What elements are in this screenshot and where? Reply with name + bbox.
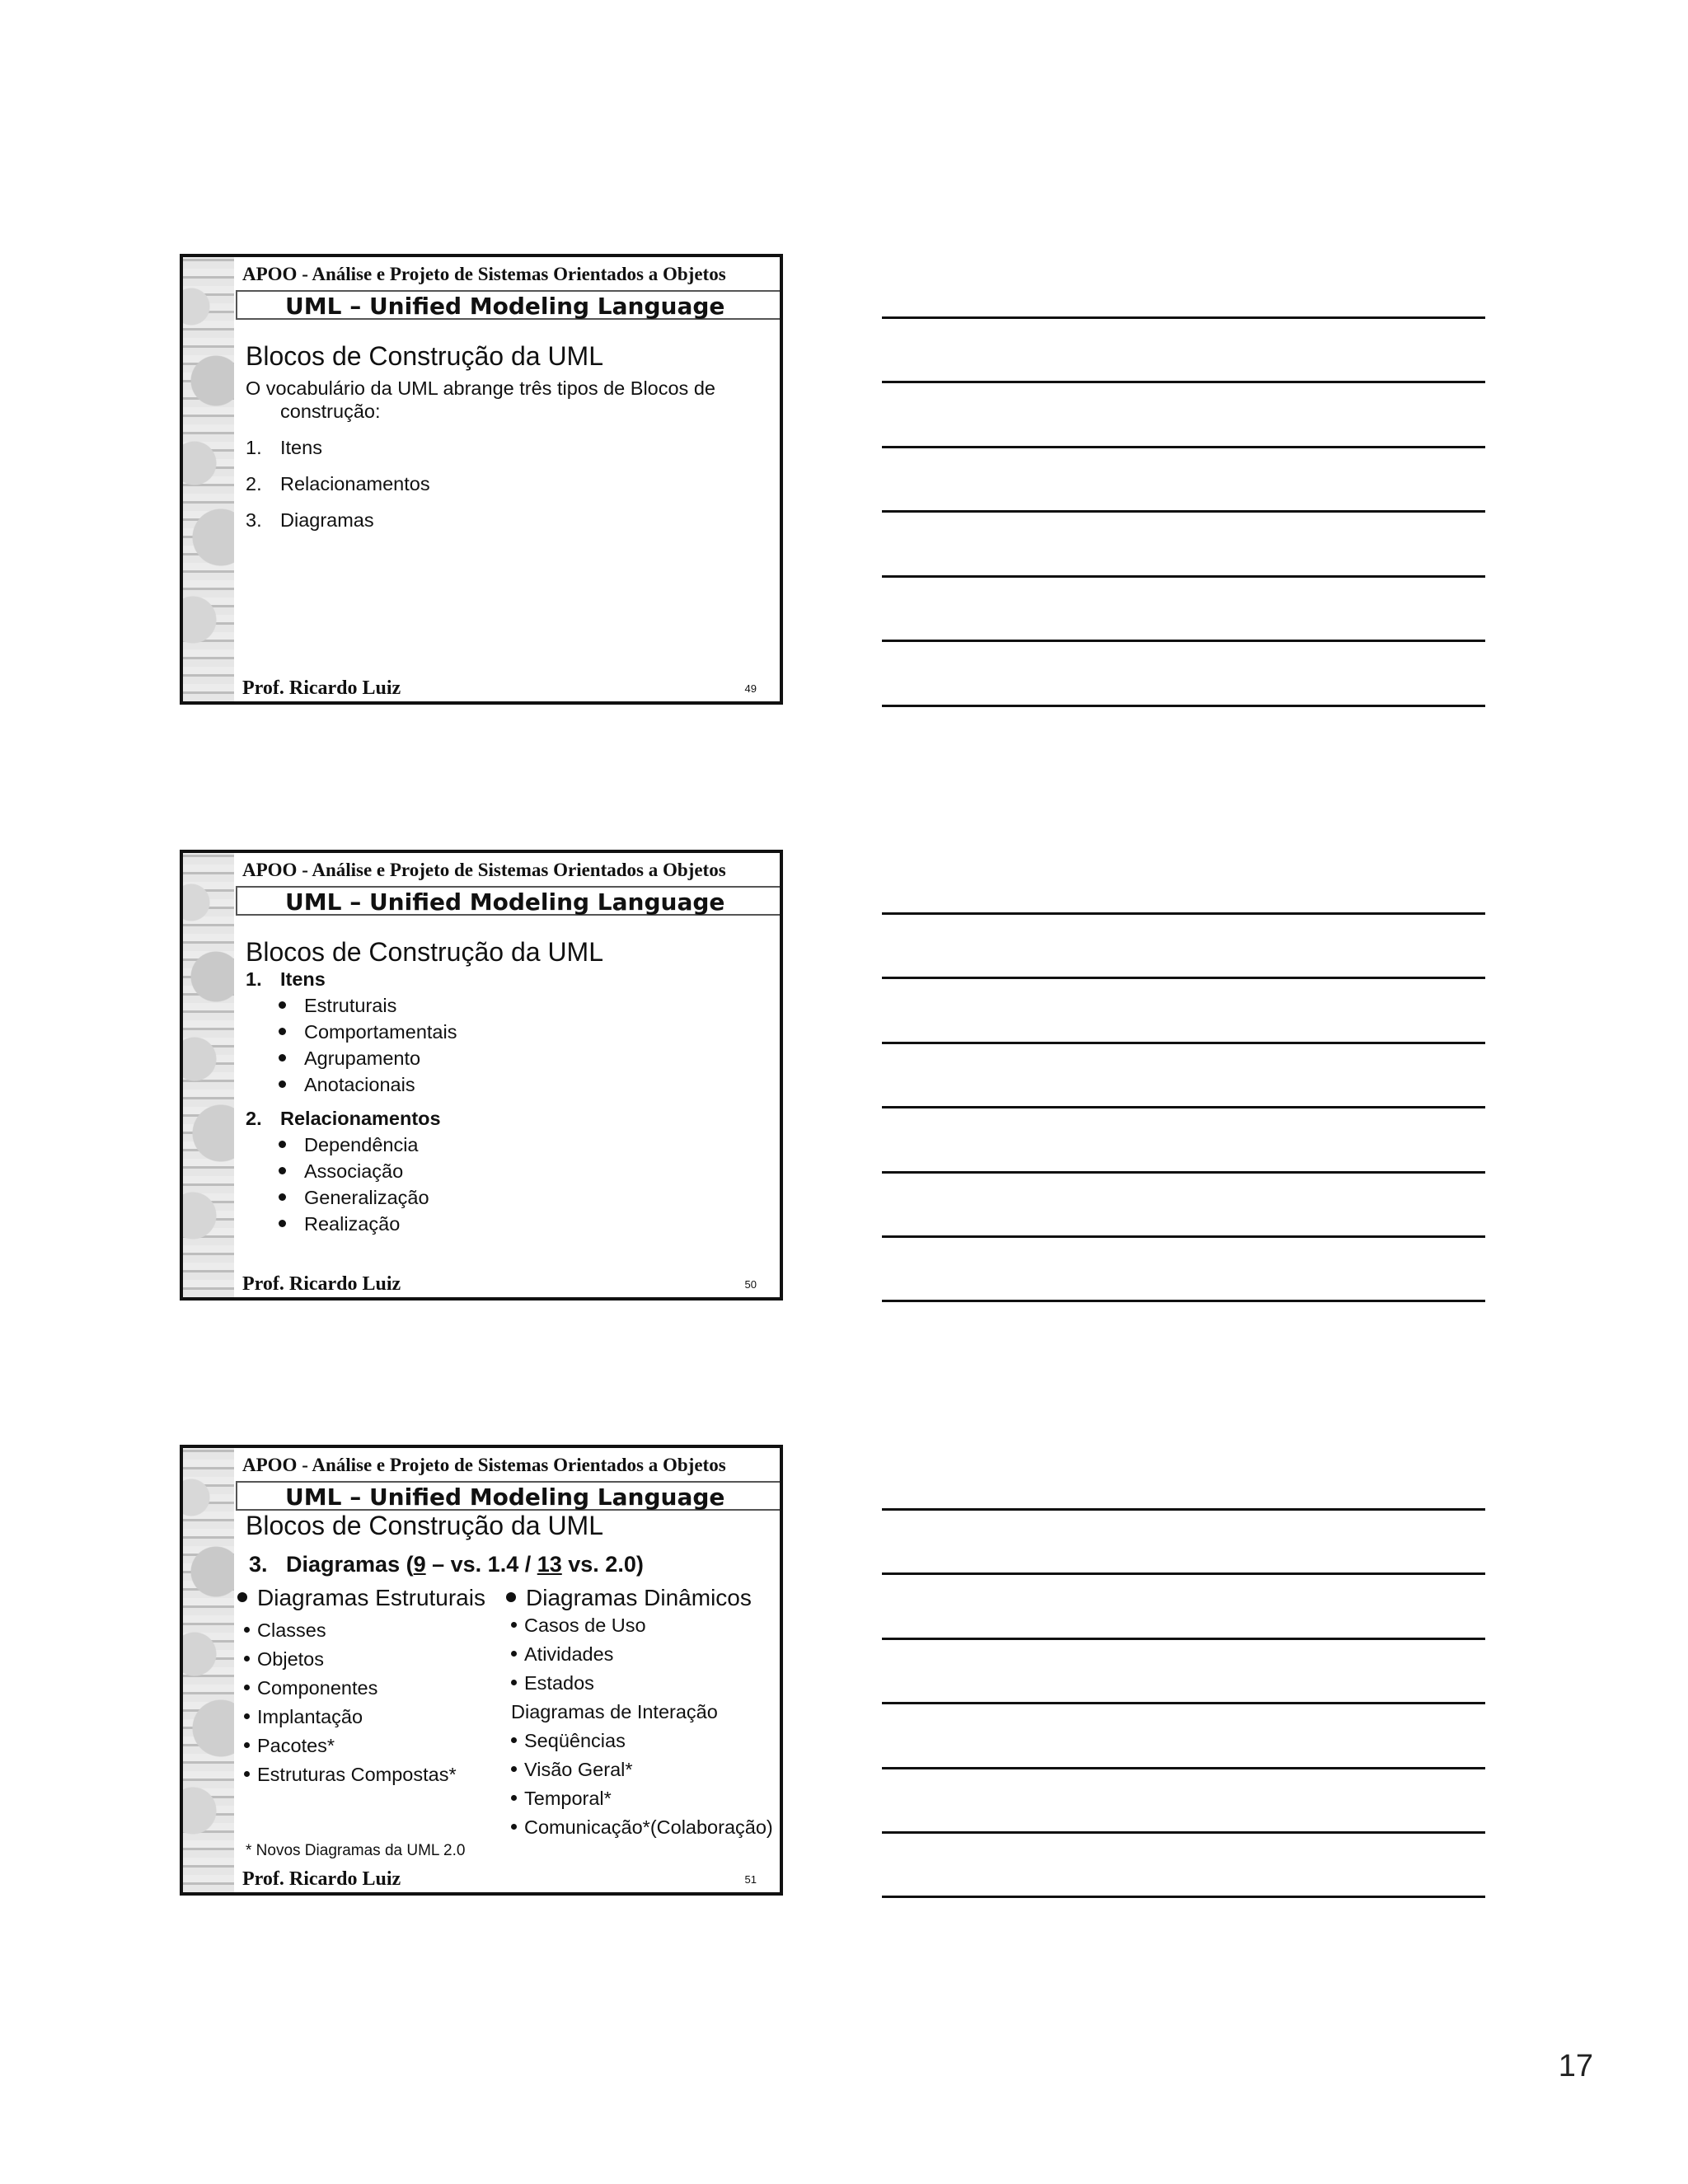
banner-bar <box>236 1481 780 1511</box>
note-line <box>882 1171 1485 1174</box>
bullet-icon <box>237 1592 247 1602</box>
dynamic-title: Diagramas Dinâmicos <box>506 1585 752 1611</box>
structural-title: Diagramas Estruturais <box>237 1585 485 1611</box>
bullet-item: Agrupamento <box>279 1047 420 1070</box>
structural-item: Objetos <box>244 1648 324 1671</box>
slide-number: 49 <box>744 682 757 695</box>
banner-title: UML – Unified Modeling Language <box>285 888 725 916</box>
group-heading <box>246 968 326 991</box>
interaction-item: Seqüências <box>511 1730 626 1752</box>
group-label: Itens <box>280 968 326 990</box>
bullet-icon <box>244 1771 250 1777</box>
slide-49 <box>180 254 783 705</box>
item-number: 1. <box>246 437 262 458</box>
note-line <box>882 510 1485 513</box>
slide-number: 50 <box>744 1278 757 1291</box>
bullet-icon <box>244 1627 250 1633</box>
list-item <box>246 509 374 532</box>
note-line <box>882 1638 1485 1640</box>
course-header: APOO - Análise e Projeto de Sistemas Orientados a Objetos <box>242 860 726 880</box>
note-line <box>882 1508 1485 1511</box>
note-line <box>882 1702 1485 1704</box>
bullet-icon <box>279 1028 286 1035</box>
author-footer: Prof. Ricardo Luiz <box>242 677 401 699</box>
page-number: 17 <box>1558 2049 1593 2083</box>
note-line <box>882 1767 1485 1769</box>
slide-title: Blocos de Construção da UML <box>246 341 603 371</box>
bullet-icon <box>244 1656 250 1661</box>
note-line <box>882 1300 1485 1302</box>
bullet-icon <box>279 1001 286 1009</box>
bullet-icon <box>279 1054 286 1062</box>
bullet-item: Dependência <box>279 1134 419 1156</box>
bullet-icon <box>279 1193 286 1201</box>
item-number: 3. <box>246 509 262 531</box>
bullet-item: Anotacionais <box>279 1074 415 1096</box>
dynamic-item: Atividades <box>511 1643 613 1666</box>
item-label: Itens <box>280 437 322 458</box>
course-header: APOO - Análise e Projeto de Sistemas Orientados a Objetos <box>242 264 726 284</box>
dynamic-item: Estados <box>511 1672 594 1694</box>
slide-51 <box>180 1445 783 1896</box>
bullet-icon <box>244 1742 250 1748</box>
note-line <box>882 1896 1485 1898</box>
note-line <box>882 912 1485 915</box>
group-heading <box>246 1108 441 1130</box>
gear-strip-decoration <box>183 853 234 1297</box>
note-line <box>882 705 1485 707</box>
gear-strip-decoration <box>183 1448 234 1892</box>
bullet-icon <box>511 1766 517 1772</box>
structural-item: Componentes <box>244 1677 377 1699</box>
bullet-icon <box>279 1080 286 1088</box>
banner-title: UML – Unified Modeling Language <box>285 1483 725 1511</box>
bullet-item: Comportamentais <box>279 1021 457 1043</box>
interaction-item: Temporal* <box>511 1788 612 1810</box>
note-line <box>882 640 1485 642</box>
gear-strip-decoration <box>183 257 234 701</box>
interaction-item: Comunicação*(Colaboração) <box>511 1816 773 1839</box>
author-footer: Prof. Ricardo Luiz <box>242 1273 401 1295</box>
interaction-label: Diagramas de Interação <box>511 1701 718 1722</box>
structural-item: Pacotes* <box>244 1735 335 1757</box>
banner-bar <box>236 886 780 916</box>
bullet-item: Realização <box>279 1213 400 1235</box>
structural-item: Classes <box>244 1619 326 1642</box>
item-label: Relacionamentos <box>280 473 430 494</box>
banner-title: UML – Unified Modeling Language <box>285 293 725 320</box>
diagrams-heading: 3. Diagramas (9 – vs. 1.4 / 13 vs. 2.0) <box>249 1552 644 1577</box>
note-line <box>882 1831 1485 1834</box>
slide-title: Blocos de Construção da UML <box>246 1511 603 1540</box>
group-number: 2. <box>246 1108 262 1129</box>
note-line <box>882 977 1485 979</box>
structural-item: Estruturas Compostas* <box>244 1764 457 1786</box>
note-line <box>882 1106 1485 1108</box>
slide-number: 51 <box>744 1873 757 1886</box>
note-line <box>882 1235 1485 1238</box>
note-line <box>882 1572 1485 1575</box>
course-header: APOO - Análise e Projeto de Sistemas Orientados a Objetos <box>242 1455 726 1475</box>
bullet-icon <box>279 1167 286 1174</box>
note-line <box>882 575 1485 578</box>
note-line <box>882 381 1485 383</box>
note-line <box>882 446 1485 448</box>
group-number: 1. <box>246 968 262 990</box>
intro-line-1: O vocabulário da UML abrange três tipos de Blocos de <box>246 377 715 399</box>
dynamic-item: Casos de Uso <box>511 1615 646 1637</box>
bullet-icon <box>511 1795 517 1801</box>
bullet-icon <box>244 1713 250 1719</box>
interaction-item: Visão Geral* <box>511 1759 633 1781</box>
list-item <box>246 473 430 495</box>
structural-item: Implantação <box>244 1706 363 1728</box>
bullet-item: Associação <box>279 1160 403 1183</box>
slide-50 <box>180 850 783 1301</box>
bullet-icon <box>506 1592 516 1602</box>
intro-line-2: construção: <box>280 401 381 422</box>
item-number: 2. <box>246 473 262 494</box>
author-footer: Prof. Ricardo Luiz <box>242 1868 401 1890</box>
note-line <box>882 1042 1485 1044</box>
slide-title: Blocos de Construção da UML <box>246 937 603 967</box>
bullet-icon <box>511 1737 517 1743</box>
bullet-icon <box>279 1220 286 1227</box>
item-label: Diagramas <box>280 509 374 531</box>
bullet-icon <box>244 1685 250 1690</box>
list-item <box>246 437 322 459</box>
footnote: * Novos Diagramas da UML 2.0 <box>246 1842 466 1859</box>
bullet-item: Estruturais <box>279 995 396 1017</box>
bullet-icon <box>511 1824 517 1830</box>
bullet-icon <box>511 1622 517 1628</box>
note-line <box>882 316 1485 319</box>
bullet-icon <box>511 1651 517 1657</box>
bullet-item: Generalização <box>279 1187 429 1209</box>
banner-bar <box>236 290 780 320</box>
bullet-icon <box>511 1680 517 1685</box>
group-label: Relacionamentos <box>280 1108 441 1129</box>
bullet-icon <box>279 1141 286 1148</box>
